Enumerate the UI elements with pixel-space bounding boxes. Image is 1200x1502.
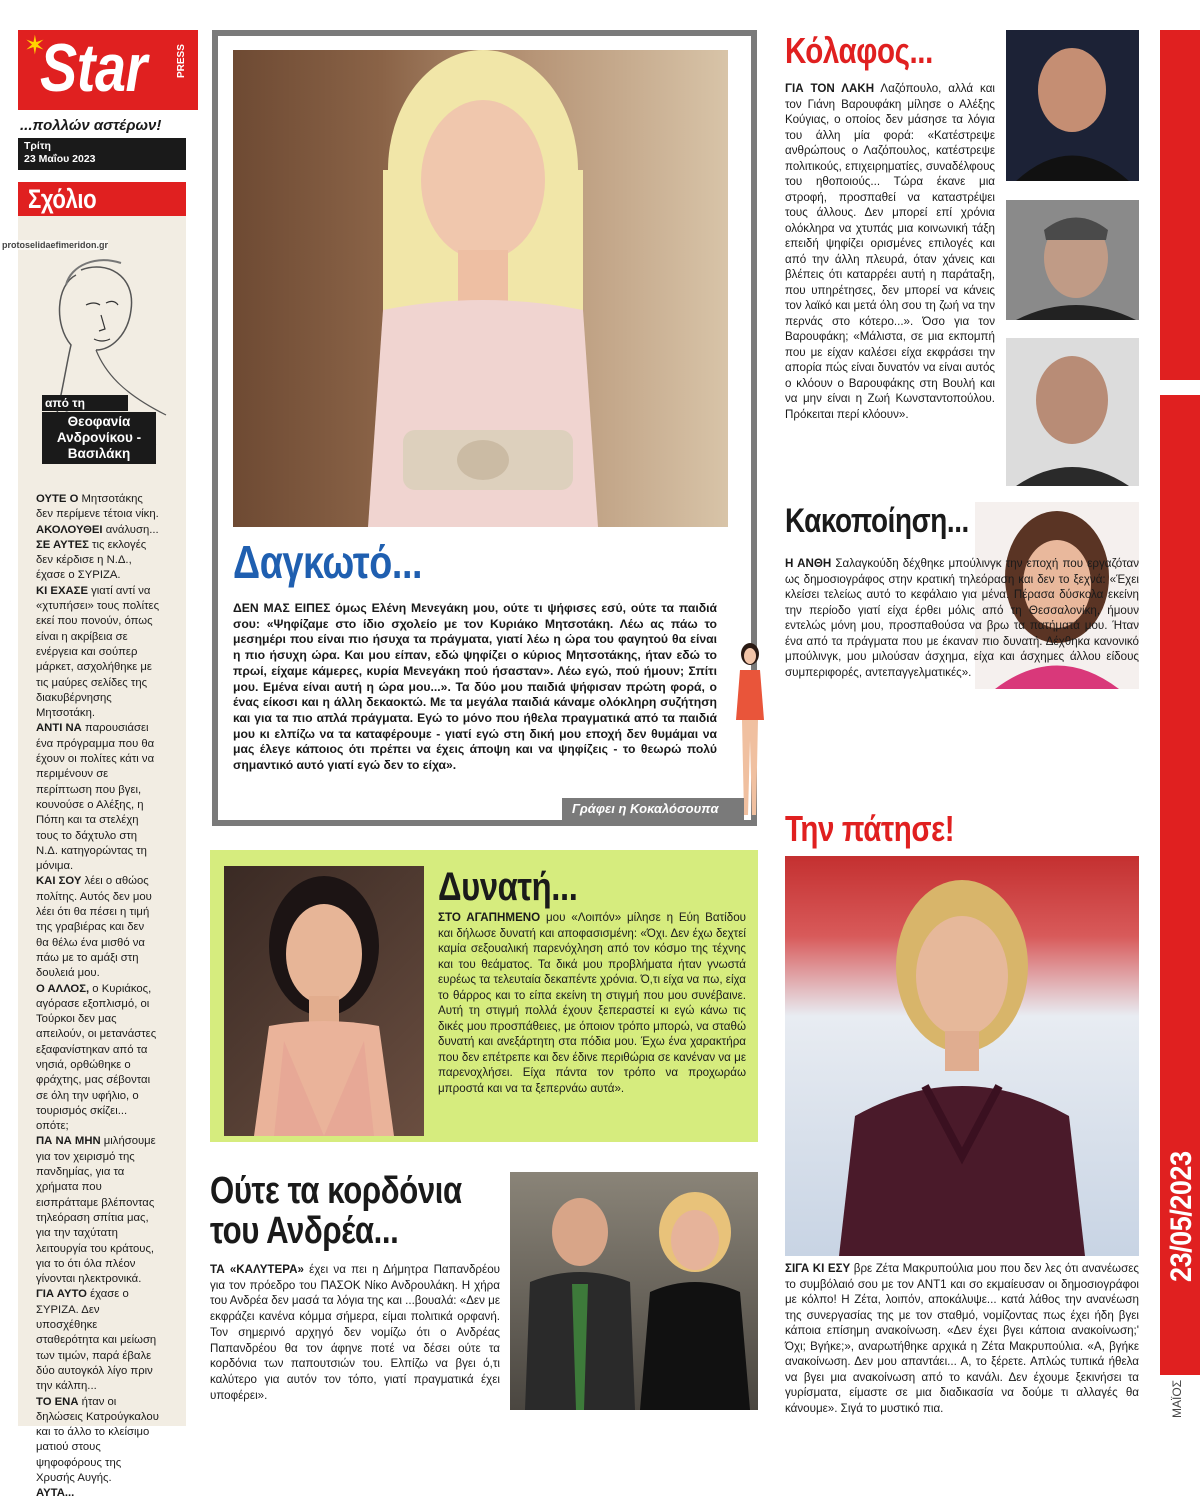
sidebar-lead: ΑΥΤΑ...	[36, 1487, 75, 1500]
sidebar-text: μιλήσουμε για τον χειρισμό της πανδημίας, για τα χρήματα που εισπράτταμε βλέποντας τηλεόραση σπίτια μας, για την ταχύτατη λειτουργία του κράτους, για το ότι όλα πλέον γίνονται ηλεκτρονικά.	[36, 1135, 156, 1286]
lead-word: ΔΕΝ ΜΑΣ ΕΙΠΕΣ	[233, 601, 331, 615]
sidebar-lead: ΤΟ ΕΝΑ	[36, 1395, 79, 1408]
star-icon: ✶	[24, 30, 46, 60]
photo-andreas-dimitra	[510, 1172, 758, 1410]
sidebar-text: ήταν οι δηλώσεις Κατρούγκαλου και το άλλο το κλείσιμο ματιού στους ψηφοφόρους της Χρυσής Αυγής.	[36, 1395, 159, 1484]
sidebar-text: έχασε ο ΣΥΡΙΖΑ. Δεν υποσχέθηκε σταθερότητα και μείωση των τιμών, παρά έβαλε δύο αυτογκόλ λίγο πριν την κάλπη...	[36, 1288, 157, 1393]
logo-sub: PRESS	[176, 44, 187, 78]
edge-month: ΜΑΪΟΣ	[1170, 1379, 1184, 1418]
photo-evi-vatidou	[224, 866, 424, 1136]
sidebar-text: ανάλυση...	[102, 523, 159, 536]
main-story-title: Δαγκωτό...	[233, 536, 423, 588]
author-name: Θεοφανία Ανδρονίκου - Βασιλάκη	[56, 414, 142, 461]
sidebar-text: τις εκλογές δεν κέρδισε η Ν.Δ., έχασε ο ΣΥΡΙΖΑ.	[36, 538, 147, 582]
sidebar-paragraph	[36, 1134, 160, 1287]
sidebar-paragraph	[36, 1395, 160, 1487]
sidebar-lead: ΣΕ ΑΥΤΕΣ	[36, 538, 89, 551]
sidebar-paragraph	[36, 1287, 160, 1394]
body-text: έχει να πει η Δήμητρα Παπανδρέου για τον πρόεδρο του ΠΑΣΟΚ Νίκο Ανδρουλάκη. Η χήρα του Ανδρέα δεν μασά τα λόγια της και ...βουαλά: «Δεν με εκφράζει κανένα κόμμα σήμερα, είμαι πολιτικά ορφανή. Τον σημερινό αρχηγό δεν νομίζω ότι ο Ανδρέας Παπανδρέου θα τον άφηνε ποτέ να δέσει ούτε τα κορδόνια των παπουτσιών του. Ελπίζω να βγει ό,τι καλύτερο για αυτόν τον τόπο, γιατί πραγματικά έχει υποφέρει».	[210, 1263, 500, 1402]
logo: Star	[40, 30, 147, 106]
body-text: βρε Ζέτα Μακρυπούλια μου που δεν λες ότι ανανέωσες το συμβόλαιό σου με τον ΑΝΤ1 και σο εκμαίευσαν οι δημοσιογράφοι με κόλπο! Η Ζέτα, λοιπόν, αποκάλυψε... κατά λάθος την ανανέωση της συνεργασίας της με τον σταθμό, νομίζοντας πως έχει ήδη βγει κάποια επίσημη ανακοίνωση. «Δεν έχει βγει κάποια ανακοίνωση;' Όχι; Βγήκε;», αναρωτήθηκε αρχικά η Ζέτα Μακρυπούλια. «Α, βγήκε ανακοίνωση. Δεν μου απαντάει... Α, το ξέρετε. Απλώς τυπικά ήθελα να βγει μια ανακοίνωση από το κανάλι. Δεν έχουμε ξεκινήσει τα γυρίσματα, είμαστε σε μια διαδικασία να δούμε τι αλλαγές θα κάνουμε». Σιγά το μυστικό πια.	[785, 1262, 1140, 1415]
sidebar-paragraph	[36, 1486, 160, 1501]
sidebar-text: Μητσοτάκης δεν περίμενε τέτοια νίκη.	[36, 493, 159, 521]
dynati-title: Δυνατή...	[438, 865, 578, 909]
day: Τρίτη	[24, 140, 51, 152]
sidebar-lead: ΑΝΤΙ ΝΑ	[36, 722, 82, 735]
photo-alexis-kougias	[1006, 30, 1139, 181]
patise-title: Την πάτησε!	[785, 808, 955, 849]
author-name-box	[42, 412, 156, 464]
sidebar-text: παρουσιάσει ένα πρόγραμμα που θα έχουν οι πολίτες κάτι να περιμένουν σε περίπτωση που βγει, κουνούσε ο Αλέξης, η Πόπη και τα στελέχη τους το δάχτυλο στη Ν.Δ. κατηγορώντας τη μόνιμα.	[36, 722, 155, 873]
sidebar-lead: ΠΑ ΝΑ ΜΗΝ	[36, 1135, 101, 1148]
patise-text	[785, 1261, 1139, 1416]
sidebar-text: γιατί αντί να «χτυπήσει» τους πολίτες εκεί που πονούν, όπως είναι η ακρίβεια σε ενέργεια και σούπερ μάρκετ, ασχολήθηκε με τις μαύρες σελίδες της διακυβέρνησης Μητσοτάκη.	[36, 584, 160, 720]
sidebar-lead: ΚΑΙ ΣΟΥ	[36, 875, 82, 888]
sidebar-lead: Ο ΑΛΛΟΣ,	[36, 982, 90, 995]
lead-word: ΣΤΟ ΑΓΑΠΗΜΕΝΟ	[438, 911, 541, 924]
kolafos-title: Κόλαφος...	[785, 30, 933, 71]
edge-bar-top	[1160, 30, 1200, 380]
sidebar-column-text	[36, 492, 160, 1502]
body-text: όμως Ελένη Μενεγάκη μου, ούτε τι ψήφισες εσύ, ούτε τα παιδιά σου: «Ψηφίζαμε στο ίδιο σχολείο με τον Κυριάκο Μητσοτάκη. Λέω ας πάω το μεσημέρι που είναι πιο ήσυχα τα πράγματα, γιατί λέω η ώρα του φαγητού θα είναι η πιο ήσυχη ώρα. Και μου είπαν, εδώ ψηφίζει ο κύριος Μητσοτάκης, ήταν εδώ το πρωί, είχαμε κάμερες, κυρία Μενεγάκη πού ήσασταν». Λέω εγώ, πού ήμουν; Σπίτι μου. Εμένα είναι αυτή η ώρα μου...». Τα δύο μου παιδιά ψήφισαν πρώτη φορά, ο ένας είκοσι και η άλλη δεκαοκτώ. Με τα μεγάλα παιδιά κάναμε ολόκληρη συζήτηση και για τα πιο απλά πράγματα. Εγώ το μόνο που ήθελα πραγματικά από τα παιδιά μου κι ελπίζω να τα καταφέρουμε - γιατί εγώ στη δική μου εποχή δεν θυμάμαι να μας έλεγε κάποιος ότι πρέπει να έχεις άποψη και να ψηφίζεις - το θεωρώ πολύ σημαντικό αυτό γιατί εγώ δεν το είχα».	[233, 601, 717, 773]
watermark: protoselidaefimeridon.gr	[2, 240, 109, 250]
sidebar-lead: ΑΚΟΛΟΥΘΕΙ	[36, 523, 103, 536]
byline: Γράφει η Κοκαλόσουπα	[572, 801, 719, 816]
edge-date: 23/05/2023	[1165, 1151, 1198, 1282]
date-box	[18, 138, 186, 170]
tagline: ...πολλών αστέρων!	[20, 117, 162, 134]
author-prefix: από τη	[45, 396, 85, 410]
date: 23 Μαΐου 2023	[24, 153, 96, 165]
photo-eleni-menegaki	[233, 50, 728, 527]
kakopoiisi-text	[785, 556, 1139, 680]
kolafos-text	[785, 81, 995, 422]
sidebar-text: ο Κυριάκος, αγόρασε εξοπλισμό, οι Τούρκοι δεν μας απειλούν, οι μετανάστες εξαφανίστηκαν από τα νησιά, ορθώθηκε ο φράχτης, μας σέβονται σε όλη την υφήλιο, ο τουρισμός σκίζει... οπότε;	[36, 982, 157, 1133]
kakopoiisi-title: Κακοποίηση...	[785, 502, 969, 540]
main-story-text	[233, 601, 717, 774]
sidebar-paragraph	[36, 721, 160, 874]
lead-word: Η ΑΝΘΗ	[785, 557, 832, 570]
kordonia-title-line1: Ούτε τα κορδόνια	[210, 1170, 462, 1212]
lead-word: ΤΑ «ΚΑΛΥΤΕΡΑ»	[210, 1263, 304, 1276]
body-text: Σαλαγκούδη δέχθηκε μπούλινγκ την εποχή που εργαζόταν ως δημοσιογράφος στην κρατική τηλεόραση και δεν το ξεχνά: «Έχει κλείσει τελείως αυτό το κεφάλαιο για μένα. Πέρασα δύσκολα εκείνη την περίοδο γιατί είχα έρθει μόλις από τη Θεσσαλονίκη, ήμουν εντελώς μόνη μου, προσπαθούσα να βρω τα πατήματά μου. Ήταν ένα από τα πράγματα που με έκαναν πιο δυνατή. Δέχθηκα κανονικό μπούλινγκ, μου μιλούσαν άσχημα, είχα και άσχημες άλλου είδους συμπεριφορές, αντεπαγγελματικές».	[785, 557, 1139, 679]
sidebar-paragraph	[36, 874, 160, 981]
sidebar-lead: ΚΙ ΕΧΑΣΕ	[36, 584, 88, 597]
lead-word: ΣΙΓΑ ΚΙ ΕΣΥ	[785, 1262, 851, 1275]
sidebar-paragraph	[36, 584, 160, 722]
sidebar-text: λέει ο αθώος πολίτης. Αυτός δεν μου λέει ότι θα πέσει η τιμή της γραβιέρας και δεν θα θέλω ένα μισθό να πάω με το αμάξι στη δουλειά μου.	[36, 875, 152, 980]
kordonia-text	[210, 1262, 500, 1403]
kordonia-title-line2: του Ανδρέα...	[210, 1210, 399, 1252]
sidebar-paragraph	[36, 523, 160, 538]
lead-word: ΓΙΑ ΤΟΝ ΛΑΚΗ	[785, 82, 875, 95]
masthead	[18, 30, 198, 110]
section-label: Σχόλιο	[28, 184, 97, 214]
sidebar-lead: ΟΥΤΕ Ο	[36, 493, 79, 505]
dynati-text	[438, 910, 746, 1096]
sidebar-paragraph	[36, 538, 160, 584]
sidebar-paragraph	[36, 982, 160, 1135]
body-text: μου «Λοιπόν» μίλησε η Εύη Βατίδου και δήλωσε δυνατή και αποφασισμένη: «Όχι. Δεν έχω δεχτεί καμία σεξουαλική παρενόχληση από τον κόσμο της τέχνης και του θεάματος. Τα δικά μου προβλήματα ήταν γνωστά ευρέως τα τελευταία δεκαπέντε χρόνια. Ό,τι είχα να πω, είχα το θάρρος και το είπα εκείνη τη στιγμή που μου συνέβαινε. Αυτή τη στιγμή πολλά έχουν ξεπεραστεί κι εγώ κάνω τις δικές μου προσπάθειες, με όποιον τρόπο μπορώ, να σταθώ δυνατή και ανεξάρτητη στα πόδια μου. Έχω ένα χαρακτήρα που δεν επέτρεπε και δεν έδινε περιθώρια σε κανέναν να με παρενοχλήσει. Είχα πάντα τον τρόπο να προχωράω μπροστά και να τα ξεπερνάω αυτά».	[438, 911, 746, 1095]
sidebar-paragraph	[36, 492, 160, 523]
photo-lakis-lazopoulos	[1006, 200, 1139, 320]
body-text: Λαζόπουλο, αλλά και τον Γιάνη Βαρουφάκη μίλησε ο Αλέξης Κούγιας, ο οποίος δεν μάσησε τα λόγια του άλλη μία φορά: «Κατέστρεψε ανθρώπους ο Λαζόπουλος, κατέστρεψε πολιτικούς, επιχειρηματίες, συναδέλφους του ηθοποιούς... Τώρα έκανε μια στροφή, προσπαθεί να καταστρέψει τους άλλους. Δεν μπορεί επί χρόνια ολόκληρα να χτυπάς μια κοινωνική τάξη επειδή ψηφίζει ορισμένες επιλογές και από την άλλη πλευρά, όταν χάνεις και βλέπεις ότι καταρρέει αυτή η παράταξη, που υπηρέτησες, δεν μπορεί να κάνεις τον λαϊκό και μετά όλη σου τη ζωή να την περνάς στο κότερο...». Όσο για τον Βαρουφάκη; «Μάλιστα, σε μια εκπομπή που με είχαν καλέσει είχα εκφράσει την απορία πώς είναι δυνατόν να είναι αυτός ο κλόουν ο Βαρουφάκης στη Βουλή και να μην είναι η Ζωή Κωνσταντοπούλου. Πρόκειται περί κλόουν».	[785, 82, 995, 421]
photo-zeta-makrypoulia	[785, 856, 1139, 1256]
photo-yanis-varoufakis	[1006, 338, 1139, 486]
sidebar-lead: ΓΙΑ ΑΥΤΟ	[36, 1288, 87, 1301]
section-tab	[18, 182, 186, 216]
